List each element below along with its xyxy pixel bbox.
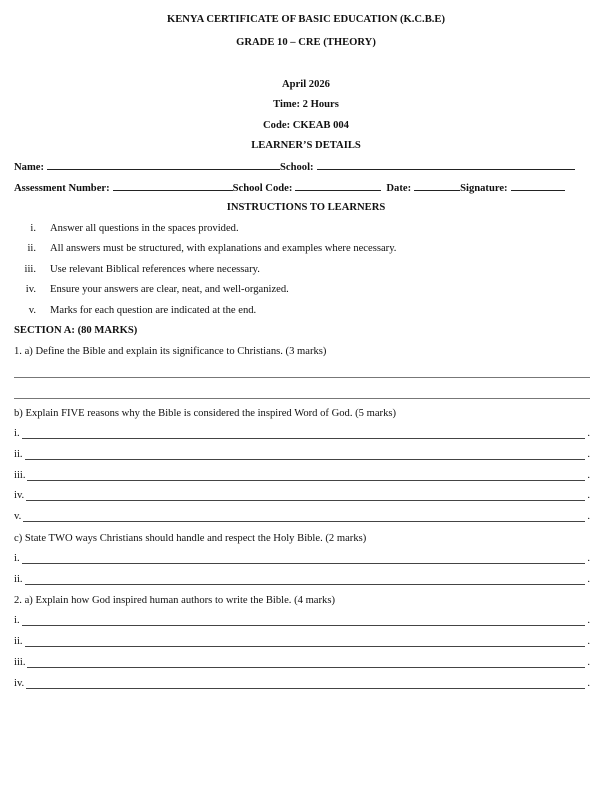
- answer-rule[interactable]: [25, 574, 586, 585]
- answer-line-2a[interactable]: [14, 615, 590, 626]
- answer-line-2a[interactable]: [14, 678, 590, 689]
- instruction-num: i.: [30, 223, 36, 234]
- date-field[interactable]: [414, 181, 460, 191]
- line-end-dot: .: [587, 428, 590, 439]
- instruction-item: [14, 243, 574, 254]
- instruction-text: All answers must be structured, with explanations and examples where necessary.: [50, 243, 397, 254]
- question-1b: b) Explain FIVE reasons why the Bible is considered the inspired Word of God. (5 marks): [14, 408, 397, 419]
- school-code-label: School Code:: [232, 183, 293, 194]
- answer-rule[interactable]: [22, 428, 586, 439]
- line-end-dot: .: [587, 678, 590, 689]
- instruction-item: [14, 284, 574, 295]
- question-1a: 1. a) Define the Bible and explain its significance to Christians. (3 marks): [14, 346, 327, 357]
- answer-line-1b[interactable]: [14, 490, 590, 501]
- school-code-field[interactable]: [295, 181, 381, 191]
- instruction-num: ii.: [27, 243, 36, 254]
- instruction-item: [14, 264, 574, 275]
- answer-label: i.: [14, 428, 20, 439]
- answer-label: iii.: [14, 470, 26, 481]
- answer-line-1b[interactable]: [14, 449, 590, 460]
- name-label: Name:: [14, 162, 45, 173]
- exam-subtitle: GRADE 10 – CRE (THEORY): [236, 37, 376, 48]
- line-end-dot: .: [587, 615, 590, 626]
- school-field[interactable]: [317, 160, 575, 170]
- instruction-num: iv.: [25, 284, 36, 295]
- answer-rule[interactable]: [27, 657, 585, 668]
- answer-rule[interactable]: [23, 511, 585, 522]
- exam-date: April 2026: [282, 79, 330, 90]
- answer-label: iv.: [14, 490, 25, 501]
- answer-line-1a-2[interactable]: [14, 398, 590, 399]
- answer-rule[interactable]: [25, 449, 586, 460]
- answer-label: ii.: [14, 449, 23, 460]
- signature-label: Signature:: [460, 183, 508, 194]
- answer-line-1b[interactable]: [14, 428, 590, 439]
- line-end-dot: .: [587, 636, 590, 647]
- instruction-text: Ensure your answers are clear, neat, and well-organized.: [50, 284, 289, 295]
- instruction-text: Use relevant Biblical references where necessary.: [50, 264, 260, 275]
- answer-line-1a-1[interactable]: [14, 377, 590, 378]
- line-end-dot: .: [587, 449, 590, 460]
- instructions-heading: INSTRUCTIONS TO LEARNERS: [226, 202, 386, 213]
- instruction-num: v.: [28, 305, 36, 316]
- answer-label: ii.: [14, 636, 23, 647]
- school-label: School:: [280, 162, 314, 173]
- exam-title: KENYA CERTIFICATE OF BASIC EDUCATION (K.C.B.E): [166, 14, 446, 25]
- assessment-number-field[interactable]: [113, 181, 233, 191]
- answer-label: iv.: [14, 678, 25, 689]
- line-end-dot: .: [587, 470, 590, 481]
- signature-field[interactable]: [511, 181, 565, 191]
- learner-details-heading: LEARNER’S DETAILS: [251, 140, 361, 151]
- answer-label: i.: [14, 553, 20, 564]
- instruction-num: iii.: [24, 264, 36, 275]
- answer-label: i.: [14, 615, 20, 626]
- name-field[interactable]: [47, 160, 280, 170]
- section-a-heading: SECTION A: (80 MARKS): [14, 325, 138, 336]
- answer-label: iii.: [14, 657, 26, 668]
- instruction-item: [14, 223, 574, 234]
- assessment-number-label: Assessment Number:: [14, 183, 110, 194]
- answer-line-1c[interactable]: [14, 553, 590, 564]
- question-1c: c) State TWO ways Christians should handle and respect the Holy Bible. (2 marks): [14, 533, 367, 544]
- exam-time: Time: 2 Hours: [273, 99, 339, 110]
- answer-rule[interactable]: [25, 636, 586, 647]
- answer-line-1b[interactable]: [14, 511, 590, 522]
- question-2a: 2. a) Explain how God inspired human authors to write the Bible. (4 marks): [14, 595, 335, 606]
- answer-line-1b[interactable]: [14, 470, 590, 481]
- instruction-text: Marks for each question are indicated at the end.: [50, 305, 257, 316]
- answer-rule[interactable]: [22, 615, 586, 626]
- answer-line-2a[interactable]: [14, 657, 590, 668]
- line-end-dot: .: [587, 553, 590, 564]
- line-end-dot: .: [587, 511, 590, 522]
- instruction-item: [14, 305, 574, 316]
- answer-rule[interactable]: [26, 490, 585, 501]
- answer-line-2a[interactable]: [14, 636, 590, 647]
- assessment-row: [14, 181, 565, 194]
- answer-label: v.: [14, 511, 22, 522]
- answer-rule[interactable]: [26, 678, 585, 689]
- answer-label: ii.: [14, 574, 23, 585]
- answer-rule[interactable]: [22, 553, 586, 564]
- line-end-dot: .: [587, 490, 590, 501]
- date-label: Date:: [386, 183, 412, 194]
- exam-code: Code: CKEAB 004: [263, 120, 349, 131]
- name-school-row: [14, 160, 575, 173]
- line-end-dot: .: [587, 657, 590, 668]
- answer-rule[interactable]: [27, 470, 585, 481]
- line-end-dot: .: [587, 574, 590, 585]
- answer-line-1c[interactable]: [14, 574, 590, 585]
- instruction-text: Answer all questions in the spaces provided.: [50, 223, 239, 234]
